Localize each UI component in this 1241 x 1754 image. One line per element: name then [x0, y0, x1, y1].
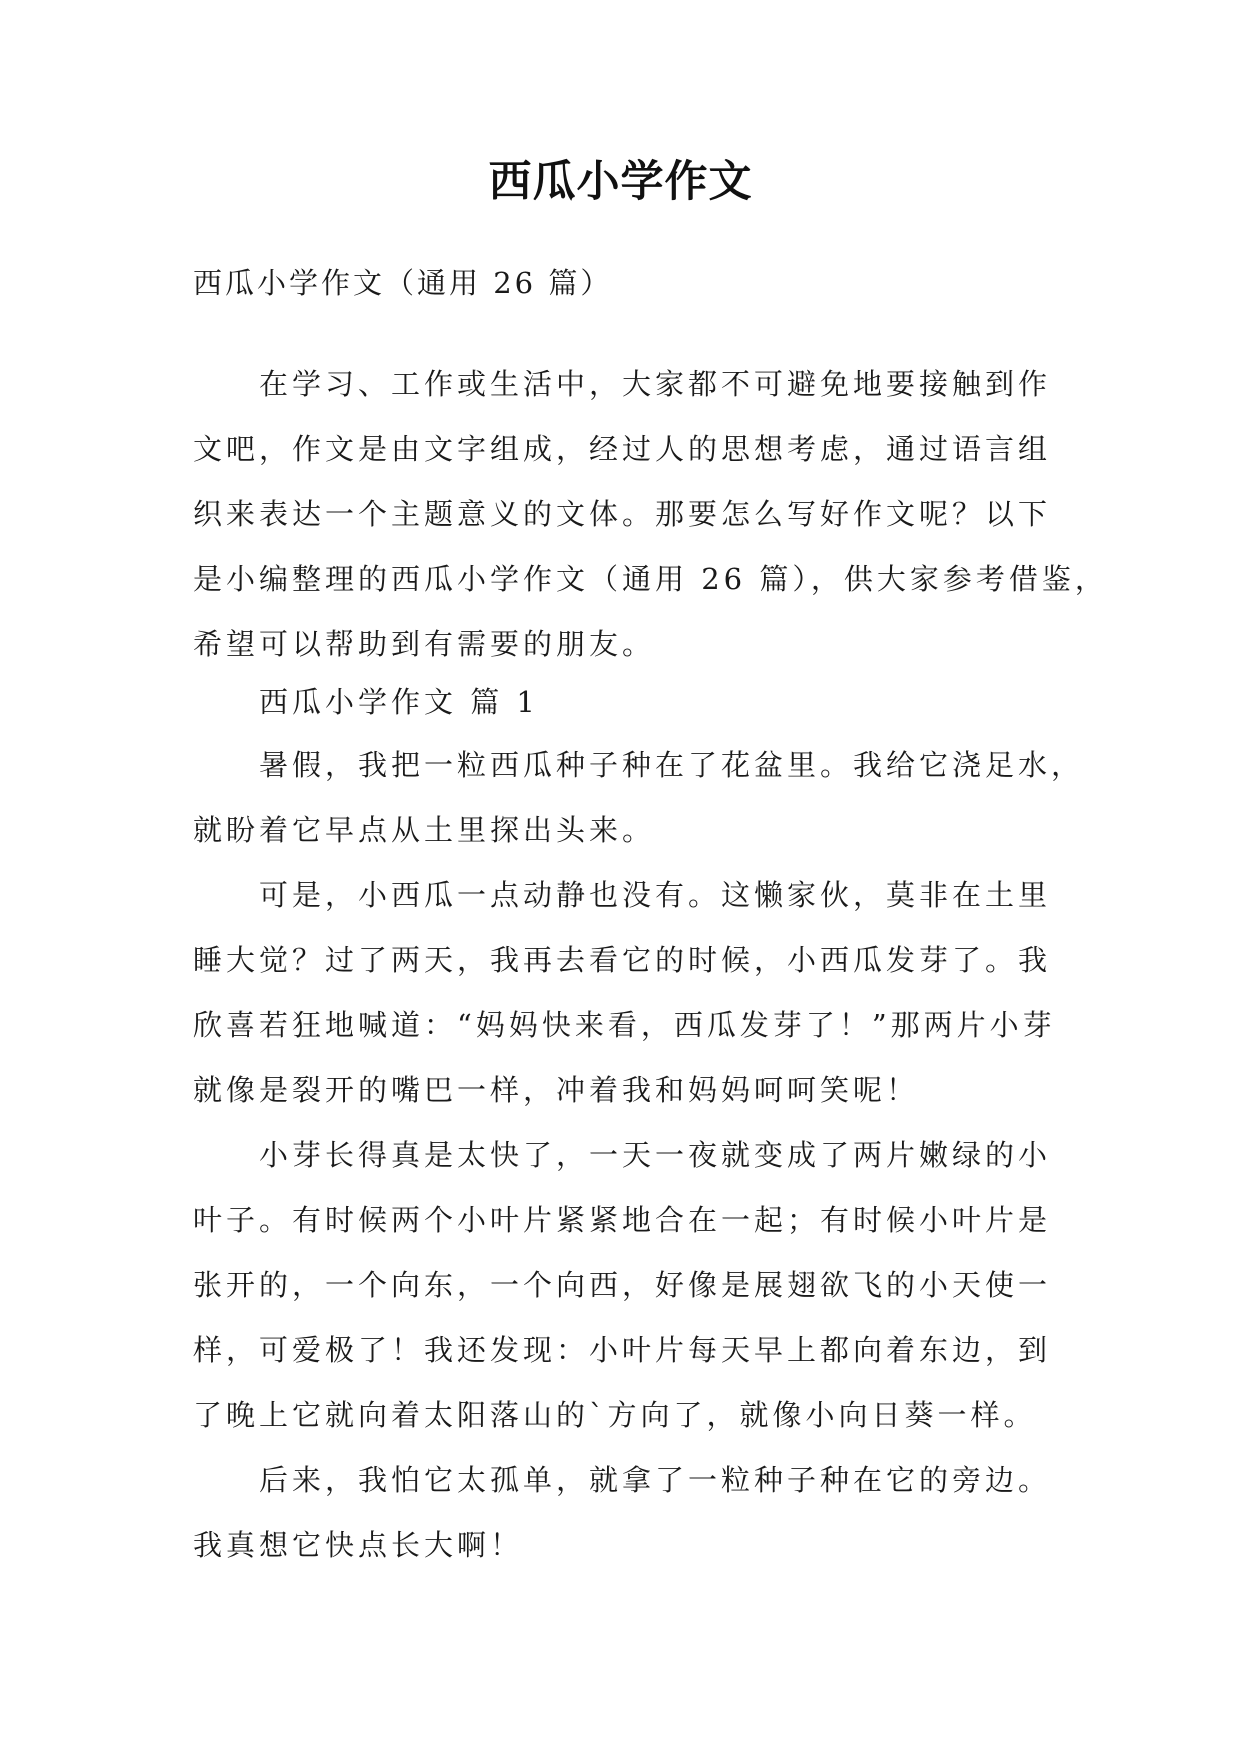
intro-paragraph — [193, 352, 1108, 677]
story-paragraph — [193, 733, 1085, 863]
paragraph-line: 希望可以帮助到有需要的朋友。 — [193, 627, 656, 661]
paragraph-line: 后来，我怕它太孤单，就拿了一粒种子种在它的旁边。 — [259, 1463, 1052, 1497]
section-heading — [193, 670, 1073, 735]
paragraph-line: 织来表达一个主题意义的文体。那要怎么写好作文呢？以下 — [193, 497, 1052, 531]
paragraph-line: 叶子。有时候两个小叶片紧紧地合在一起；有时候小叶片是 — [193, 1203, 1052, 1237]
paragraph-line: 张开的，一个向东，一个向西，好像是展翅欲飞的小天使一 — [193, 1268, 1052, 1302]
paragraph-line: 我真想它快点长大啊！ — [193, 1528, 524, 1562]
paragraph-line: 欣喜若狂地喊道：“妈妈快来看，西瓜发芽了！”那两片小芽 — [193, 1008, 1056, 1042]
document-subtitle: 西瓜小学作文（通用 26 篇） — [193, 266, 613, 300]
document-title: 西瓜小学作文 — [488, 157, 753, 207]
paragraph-line: 在学习、工作或生活中，大家都不可避免地要接触到作 — [259, 367, 1052, 401]
paragraph-line: 了晚上它就向着太阳落山的`方向了，就像小向日葵一样。 — [193, 1398, 1037, 1432]
paragraph-line: 是小编整理的西瓜小学作文（通用 26 篇），供大家参考借鉴， — [193, 562, 1108, 596]
story-paragraph — [193, 863, 1073, 1123]
paragraph-line: 睡大觉？过了两天，我再去看它的时候，小西瓜发芽了。我 — [193, 943, 1052, 977]
paragraph-line: 小芽长得真是太快了，一天一夜就变成了两片嫩绿的小 — [259, 1138, 1052, 1172]
paragraph-line: 样，可爱极了！我还发现：小叶片每天早上都向着东边，到 — [193, 1333, 1052, 1367]
story-paragraph — [193, 1448, 1073, 1578]
section-heading-text: 西瓜小学作文 篇 1 — [259, 685, 539, 719]
paragraph-line: 暑假，我把一粒西瓜种子种在了花盆里。我给它浇足水， — [259, 748, 1085, 782]
paragraph-line: 可是，小西瓜一点动静也没有。这懒家伙，莫非在土里 — [259, 878, 1052, 912]
story-paragraph — [193, 1123, 1073, 1448]
paragraph-line: 就像是裂开的嘴巴一样，冲着我和妈妈呵呵笑呢！ — [193, 1073, 920, 1107]
paragraph-line: 文吧，作文是由文字组成，经过人的思想考虑，通过语言组 — [193, 432, 1052, 466]
paragraph-line: 就盼着它早点从土里探出头来。 — [193, 813, 656, 847]
